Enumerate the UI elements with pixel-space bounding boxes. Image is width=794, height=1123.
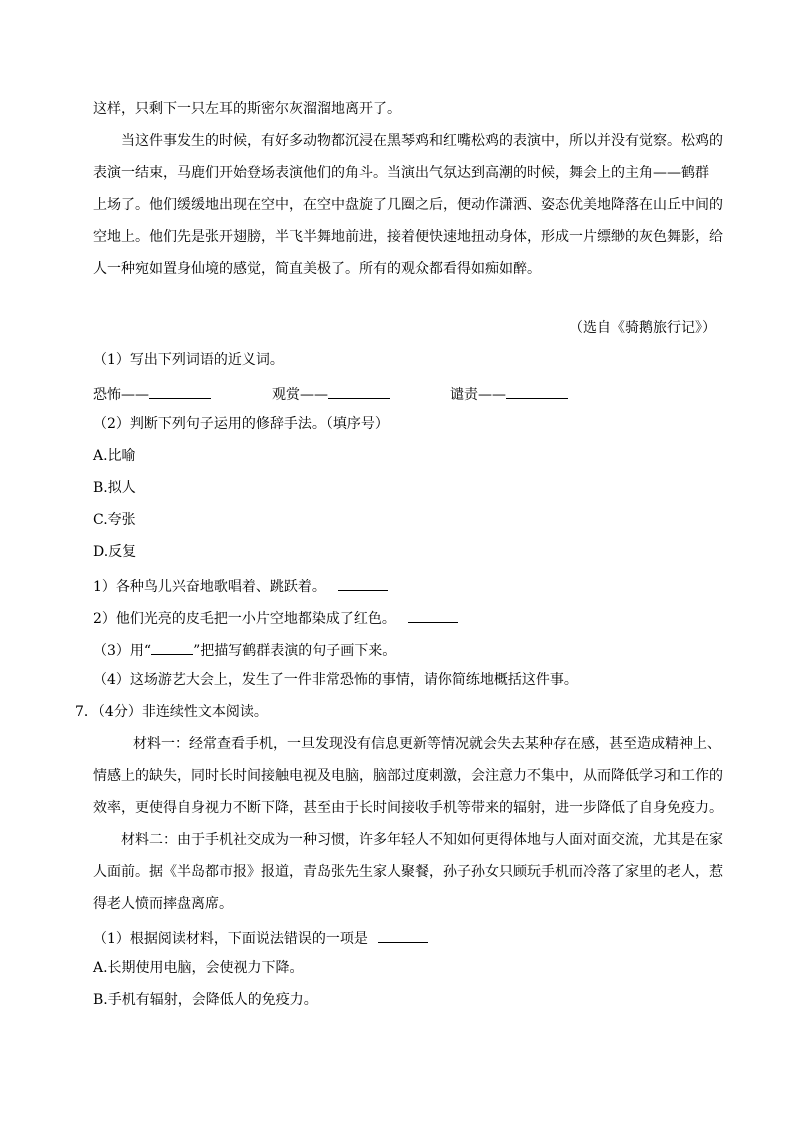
q2-prompt: （2）判断下列句子运用的修辞手法。（填序号） [93, 416, 389, 432]
material-1-line-2: 情感上的缺失，同时长时间接触电视及电脑，脑部过度刺激，会注意力不集中，从而降低学习和工作的 [93, 768, 723, 784]
q2-answer-blank-2[interactable] [408, 606, 458, 623]
q4-prompt: （4）这场游艺大会上，发生了一件非常恐怖的事情，请你简练地概括这件事。 [93, 672, 578, 688]
passage-line-2: 当这件事发生的时候，有好多动物都沉浸在黑琴鸡和红嘴松鸡的表演中，所以并没有觉察。松鸡的 [121, 133, 723, 149]
material-1-line-1: 材料一：经常查看手机，一旦发现没有信息更新等情况就会失去某种存在感，甚至造成精神上、 [133, 736, 721, 752]
q7-sub1-prompt [93, 926, 428, 949]
q1-word-1: 恐怖—— [93, 387, 149, 403]
q2-sentence-1-text: 1）各种鸟儿兴奋地歌唱着、跳跃着。 [93, 579, 326, 595]
passage-line-1: 这样，只剩下一只左耳的斯密尔灰溜溜地离开了。 [93, 101, 401, 117]
q2-sentence-1 [93, 574, 388, 597]
q2-option-c: C.夸张 [93, 512, 136, 528]
q1-item-1 [93, 382, 211, 405]
material-2-line-3: 得老人愤而摔盘离席。 [93, 896, 233, 912]
q1-blank-3[interactable] [506, 382, 568, 399]
q1-word-3: 谴责—— [450, 387, 506, 403]
passage-line-6: 人一种宛如置身仙境的感觉，简直美极了。所有的观众都看得如痴如醉。 [93, 261, 541, 277]
q2-option-a: A.比喻 [93, 448, 136, 464]
q7-option-a: A.长期使用电脑，会使视力下降。 [93, 960, 304, 976]
q1-blank-2[interactable] [328, 382, 390, 399]
q2-sentence-2-text: 2）他们光亮的皮毛把一小片空地都染成了红色。 [93, 611, 396, 627]
q2-sentence-2 [93, 606, 458, 629]
passage-line-5: 空地上。他们先是张开翅膀，半飞半舞地前进，接着便快速地扭动身体，形成一片缥缈的灰色舞影，给 [93, 229, 723, 245]
material-2-line-2: 人面前。据《半岛都市报》报道，青岛张先生家人聚餐，孙子孙女只顾玩手机而冷落了家里的老人，惹 [93, 864, 723, 880]
q7-sub1-answer-blank[interactable] [378, 926, 428, 943]
q3-text-after: ”把描写鹤群表演的句子画下来。 [193, 643, 397, 659]
q2-answer-blank-1[interactable] [338, 574, 388, 591]
q7-sub1-text: （1）根据阅读材料，下面说法错误的一项是 [93, 931, 368, 947]
material-2-line-1: 材料二：由于手机社交成为一种习惯，许多年轻人不知如何更得体地与人面对面交流，尤其是在家 [121, 832, 723, 848]
q1-blank-1[interactable] [149, 382, 211, 399]
q7-option-b: B.手机有辐射，会降低人的免疫力。 [93, 992, 318, 1008]
q7-title: 7．（4分）非连续性文本阅读。 [75, 704, 268, 720]
q1-item-3 [450, 382, 568, 405]
q1-prompt: （1）写出下列词语的近义词。 [93, 352, 284, 368]
passage-line-3: 表演一结束，马鹿们开始登场表演他们的角斗。当演出气氛达到高潮的时候，舞会上的主角——鹤群 [93, 165, 709, 181]
passage-source: （选自《骑鹅旅行记》） [569, 320, 716, 336]
q2-option-b: B.拟人 [93, 480, 136, 496]
q3-prompt [93, 638, 396, 661]
passage-line-4: 上场了。他们缓缓地出现在空中，在空中盘旋了几圈之后，便动作潇洒、姿态优美地降落在山丘中间的 [93, 197, 723, 213]
q2-option-d: D.反复 [93, 544, 137, 560]
q3-text-before: （3）用“ [93, 643, 152, 659]
q1-word-2: 观赏—— [272, 387, 328, 403]
q3-underline-mark [151, 638, 193, 655]
material-1-line-3: 效率，更使得自身视力不断下降，甚至由于长时间接收手机等带来的辐射，进一步降低了自身免疫力。 [93, 800, 723, 816]
q1-item-2 [272, 382, 390, 405]
